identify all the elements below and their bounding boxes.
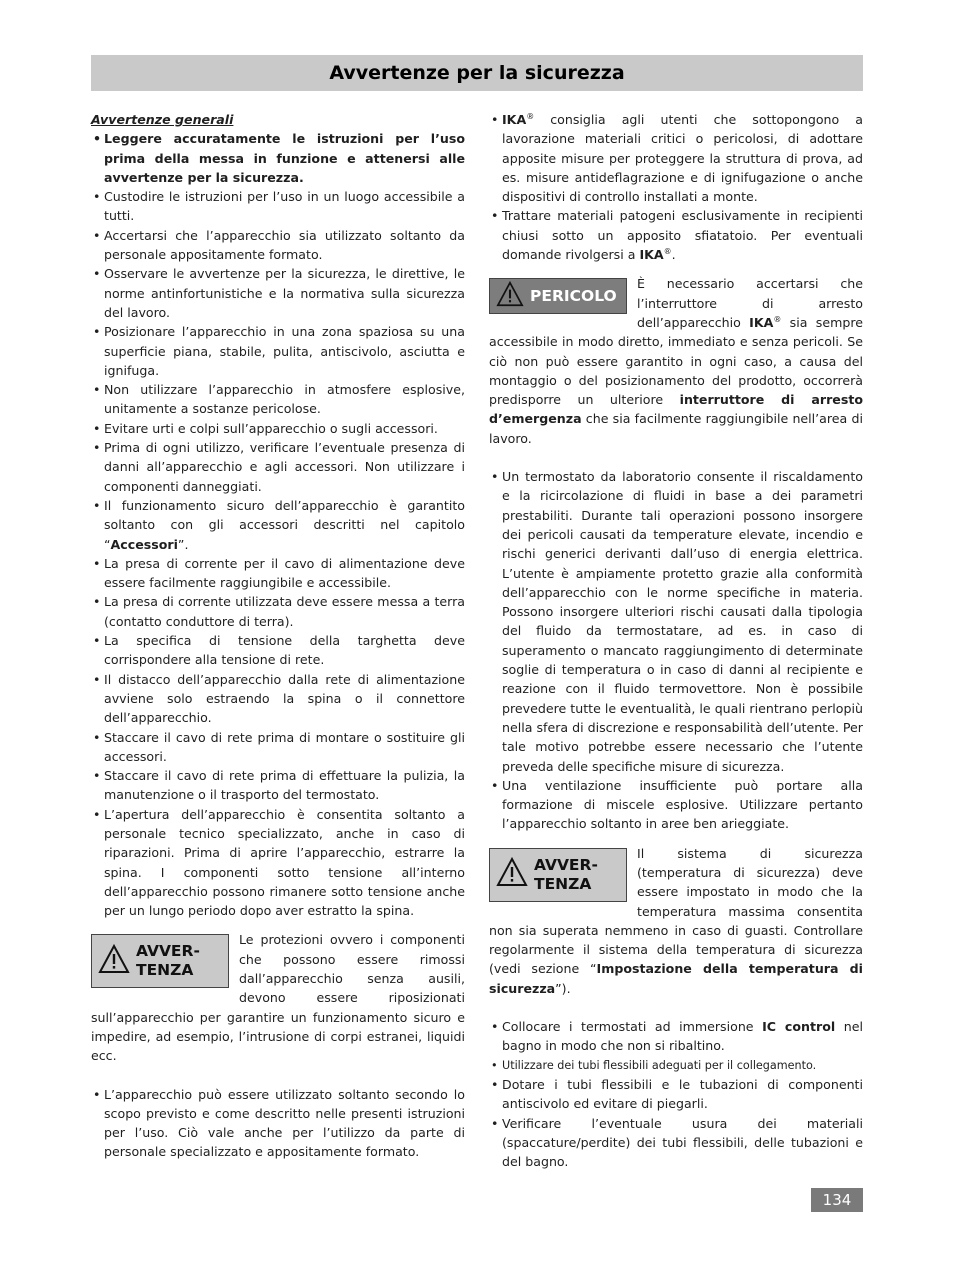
warning-label: AVVER-TENZA [534,855,598,893]
list-item: • Evitare urti e colpi sull’apparecchio o sugli accessori. [91,419,465,438]
right-list-top [489,110,863,264]
ika-brand: IKA [502,112,527,127]
list-item-text: . [671,247,676,263]
list-item: • L’apparecchio può essere utilizzato soltanto secondo lo scopo previsto e come descritto nelle presenti istruzioni per l’uso. Ciò vale anche per l’utilizzo da parte di personale specializzato e appositamente formato. [91,1085,465,1162]
registered-mark: ® [663,246,672,256]
list-item: • La presa di corrente utilizzata deve essere messa a terra (contatto conduttore di terra). [91,592,465,631]
list-item: • Una ventilazione insufficiente può portare alla formazione di miscele esplosive. Utilizzare pertanto l’apparecchio soltanto in aree ben arieggiate. [489,776,863,834]
right-list-bottom [489,1017,863,1171]
page-title: Avvertenze per la sicurezza [91,55,863,91]
list-item-text: Il funzionamento sicuro dell’apparecchio è garantito soltanto con gli accessori descritti nel capitolo “ [104,497,465,552]
list-item: • Verificare l’eventuale usura dei materiali (spaccature/perdite) dei tubi flessibili, delle tubazioni e del bagno. [489,1114,863,1172]
accessori-ref: Accessori [110,536,178,552]
warning-block [91,930,465,1065]
warning-box [91,934,229,988]
list-item: • Dotare i tubi flessibili e le tubazioni di componenti antiscivolo ed evitare di piegarli. [489,1075,863,1114]
registered-mark: ® [526,111,535,121]
list-item: • Leggere accuratamente le istruzioni per l’uso prima della messa in funzione e attenersi alle avvertenze per la sicurezza. [91,129,465,187]
list-item: • Staccare il cavo di rete prima di effettuare la pulizia, la manutenzione o il trasporto del termostato. [91,766,465,805]
list-item-text: ”. [177,536,189,552]
list-item: • L’apertura dell’apparecchio è consentita soltanto a personale tecnico specializzato, anche in caso di riparazioni. Prima di aprire l’apparecchio, estrarre la spina. I componenti sotto tensione all’interno dell’apparecchio possono rimanere sotto tensione anche per un lungo periodo dopo aver estratto la spina. [91,805,465,921]
section-heading: Avvertenze generali [91,112,234,127]
page-number: 134 [811,1188,863,1212]
warning-box [489,848,627,902]
danger-text-part: sia sempre accessibile in modo diretto, immediato e senza pericoli. Se ciò non può essere garantito in ogni caso, a causa del montaggio o del posizionamento del prodotto, occorrerà predisporre un ulteriore [489,314,863,408]
registered-mark: ® [773,314,782,324]
general-warnings-list [91,129,465,920]
warning-triangle-icon [496,857,528,892]
list-item [91,496,465,554]
list-item [489,110,863,206]
warning-text-part: Il sistema di sicurezza (temperatura di sicurezza) deve essere impostato in modo che la temperatura massima consentita non sia superata nemmeno in caso di guasti. Controllare regolarmente il sistema della temperatura di sicurezza (vedi sezione “ [489,845,863,977]
list-item: • Staccare il cavo di rete prima di montare o sostituire gli accessori. [91,728,465,767]
left-column [91,110,465,1162]
list-item: • La presa di corrente per il cavo di alimentazione deve essere facilmente raggiungibile e accessibile. [91,554,465,593]
right-list-middle [489,467,863,834]
list-item: • Un termostato da laboratorio consente il riscaldamento e la ricircolazione di fluidi in base a dei parametri prestabiliti. Durante tali operazioni possono insorgere dei pericoli causati da temperature elevate, incendio e rischi generici derivanti dall’uso di energia elettrica. L’utente è ampiamente protetto grazie alla conformità dell’apparecchio con le norme specifiche in materia. Possono insorgere ulteriori rischi causati dalla tipologia del fluido da termostatare, ad es. in caso di superamento o mancato raggiungimento di determinate soglie di temperatura o in caso di danni al recipiente e reazione con il fluido termovettore. Non è possibile prevedere tutte le eventualità, le quali rientrano perlopiù nella sfera di discrezione e responsabilità dell’utente. Per tale motivo potrebbe essere necessario che l’utente preveda delle specifiche misure di sicurezza. [489,467,863,776]
danger-box [489,278,627,314]
list-item: • Non utilizzare l’apparecchio in atmosfere esplosive, unitamente a sostanze pericolose. [91,380,465,419]
emergency-switch-ref: interruttore di arresto d’emergenza [489,392,863,427]
right-column [489,110,863,1171]
danger-text-part: È necessario accertarsi che l’interruttore di arresto dell’apparecchio [637,276,863,330]
warning-triangle-icon [496,281,524,312]
list-item [489,1017,863,1056]
list-item: • Posizionare l’apparecchio in una zona spaziosa su una superficie piana, stabile, pulita, antiscivolo, asciutta e ignifuga. [91,322,465,380]
list-item [489,206,863,264]
ic-control-ref: IC control [762,1019,836,1035]
warning-block [489,844,863,998]
list-item-text: nel bagno in modo che non si ribaltino. [502,1019,863,1054]
warning-triangle-icon [98,944,130,979]
danger-text-part: che sia facilmente raggiungibile nell’area di lavoro. [489,411,863,446]
danger-block [489,274,863,448]
ika-brand: IKA [749,314,774,330]
usage-list [91,1085,465,1162]
list-item: • Accertarsi che l’apparecchio sia utilizzato soltanto da personale appositamente formato. [91,226,465,265]
list-item: • Prima di ogni utilizzo, verificare l’eventuale presenza di danni all’apparecchio e agli accessori. Non utilizzare i componenti danneggiati. [91,438,465,496]
warning-label: AVVER-TENZA [136,942,200,980]
list-item-text: consiglia agli utenti che sottopongono a lavorazione materiali critici o pericolosi, di adottare apposite misure per proteggere la struttura di prova, ad es. misure antideflagrazione e di ignifugazione o anche dispositivi di controllo installati a monte. [502,112,863,205]
ika-brand: IKA [639,247,664,263]
list-item: • Utilizzare dei tubi flessibili adeguati per il collegamento. [489,1056,863,1075]
list-item: • Custodire le istruzioni per l’uso in un luogo accessibile a tutti. [91,187,465,226]
list-item: • La specifica di tensione della targhetta deve corrispondere alla tensione di rete. [91,631,465,670]
list-item: • Osservare le avvertenze per la sicurezza, le direttive, le norme antinfortunistiche e la normativa sulla sicurezza del lavoro. [91,264,465,322]
list-item: • Il distacco dell’apparecchio dalla rete di alimentazione avviene solo estraendo la spina o il connettore dell’apparecchio. [91,670,465,728]
safety-temp-ref: Impostazione della temperatura di sicurezza [489,961,863,996]
list-item-text: Trattare materiali patogeni esclusivamente in recipienti chiusi sotto un apposito sfiatatoio. Per eventuali domande rivolgersi a [502,208,863,263]
danger-label: PERICOLO [530,286,617,305]
warning-text-part: ”). [555,980,571,996]
warning-text: Le protezioni ovvero i componenti che possono essere rimossi dall’apparecchio senza ausili, devono essere riposizionati sull’apparecchio per garantire un funzionamento sicuro e impedire, ad esempio, l’intrusione di corpi estranei, liquidi ecc. [91,932,465,1064]
list-item-text: Collocare i termostati ad immersione [502,1019,763,1035]
